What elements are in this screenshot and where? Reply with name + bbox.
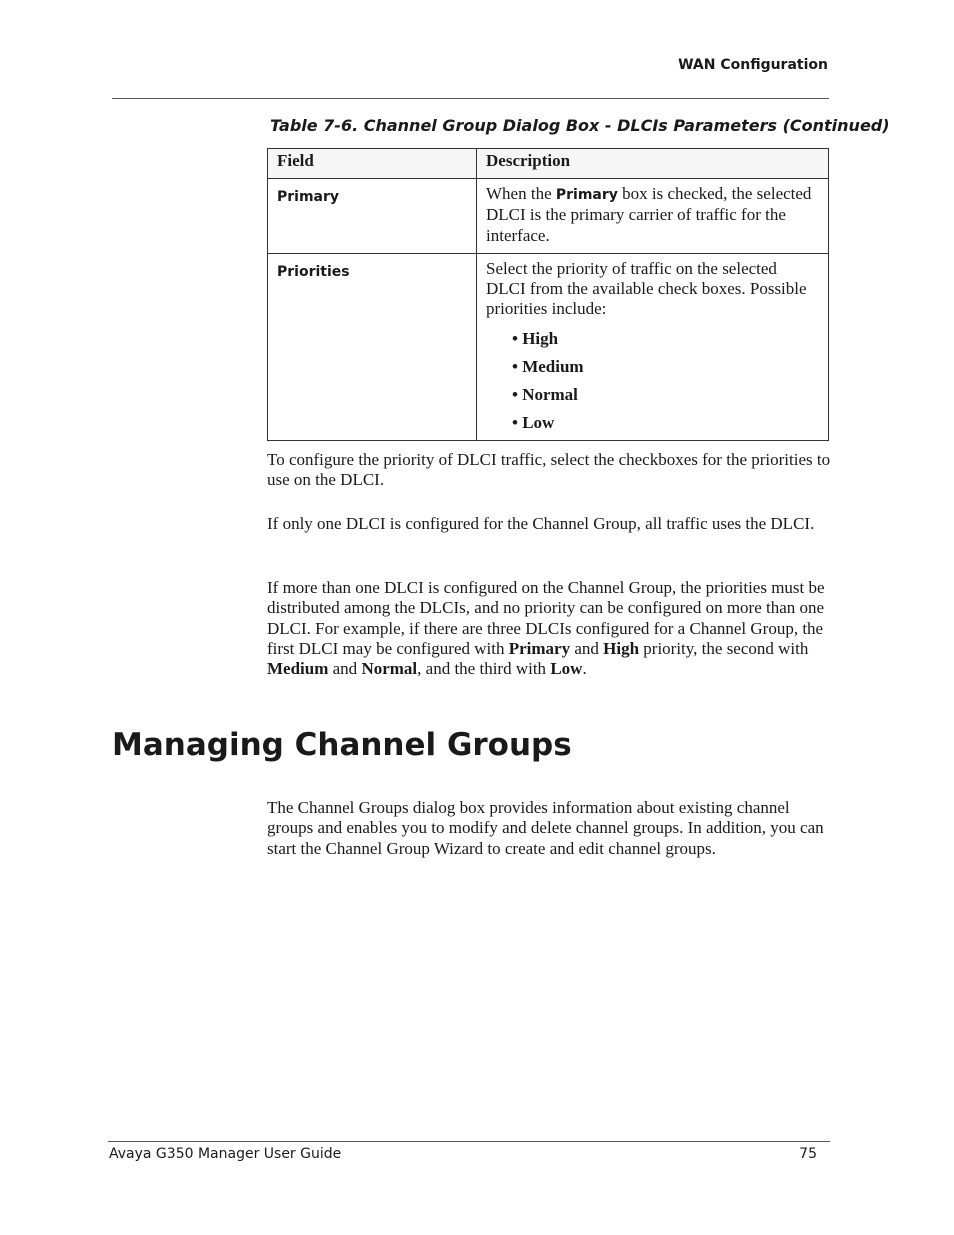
keyword-low: Low xyxy=(550,659,583,679)
description-keyword: Primary xyxy=(555,187,618,203)
field-description xyxy=(477,253,829,440)
parameters-table xyxy=(267,148,829,441)
body-paragraph: The Channel Groups dialog box provides information about existing channel groups and enables you to modify and delete channel groups. In addition, you can start the Channel Group Wizard to create and edit channel groups. xyxy=(267,798,824,858)
paragraph-text: priority, the second with xyxy=(639,638,809,658)
field-name: Primary xyxy=(268,179,477,254)
keyword-primary: Primary xyxy=(508,638,571,658)
table-row xyxy=(268,253,829,440)
table-caption: Table 7-6. Channel Group Dialog Box - DLCIs Parameters (Continued) xyxy=(270,116,890,135)
paragraph-text: and xyxy=(570,638,604,658)
column-header-description: Description xyxy=(477,149,829,179)
description-text: Select the priority of traffic on the selected DLCI from the available check boxes. Possible priorities include: xyxy=(486,258,807,319)
description-text: box is checked, the selected DLCI is the primary carrier of traffic for the interface. xyxy=(486,184,812,245)
running-header: WAN Configuration xyxy=(678,57,828,73)
priority-item-normal: • Normal xyxy=(512,381,819,409)
page-number: 75 xyxy=(799,1146,817,1162)
body-paragraph xyxy=(267,578,833,679)
footer-divider xyxy=(108,1141,830,1142)
priority-item-low: • Low xyxy=(512,409,819,437)
priority-item-medium: • Medium xyxy=(512,353,819,381)
paragraph-text: , and the third with xyxy=(417,659,551,679)
paragraph-text: and xyxy=(328,659,362,679)
keyword-medium: Medium xyxy=(267,659,329,679)
priority-item-high: • High xyxy=(512,325,819,353)
field-description xyxy=(477,179,829,254)
body-paragraph: To configure the priority of DLCI traffic, select the checkboxes for the priorities to use on the DLCI. xyxy=(267,450,831,490)
section-heading: Managing Channel Groups xyxy=(112,727,572,763)
table-header-row xyxy=(268,149,829,179)
priority-list xyxy=(486,325,819,437)
description-text: When the xyxy=(486,184,556,203)
paragraph-text: If more than one DLCI is configured on the Channel Group, the priorities must be distributed among the DLCIs, and no priority can be configured on more than one DLCI. For example, if there are three DLCIs configured for a Channel Group, the first DLCI may be configured with xyxy=(267,578,825,658)
paragraph-text: . xyxy=(582,659,587,679)
header-divider xyxy=(112,98,829,99)
body-paragraph: If only one DLCI is configured for the Channel Group, all traffic uses the DLCI. xyxy=(267,514,815,533)
keyword-normal: Normal xyxy=(361,659,418,679)
table-row xyxy=(268,179,829,254)
column-header-field: Field xyxy=(268,149,477,179)
footer-guide-title: Avaya G350 Manager User Guide xyxy=(109,1146,342,1162)
keyword-high: High xyxy=(603,638,640,658)
field-name: Priorities xyxy=(268,253,477,440)
